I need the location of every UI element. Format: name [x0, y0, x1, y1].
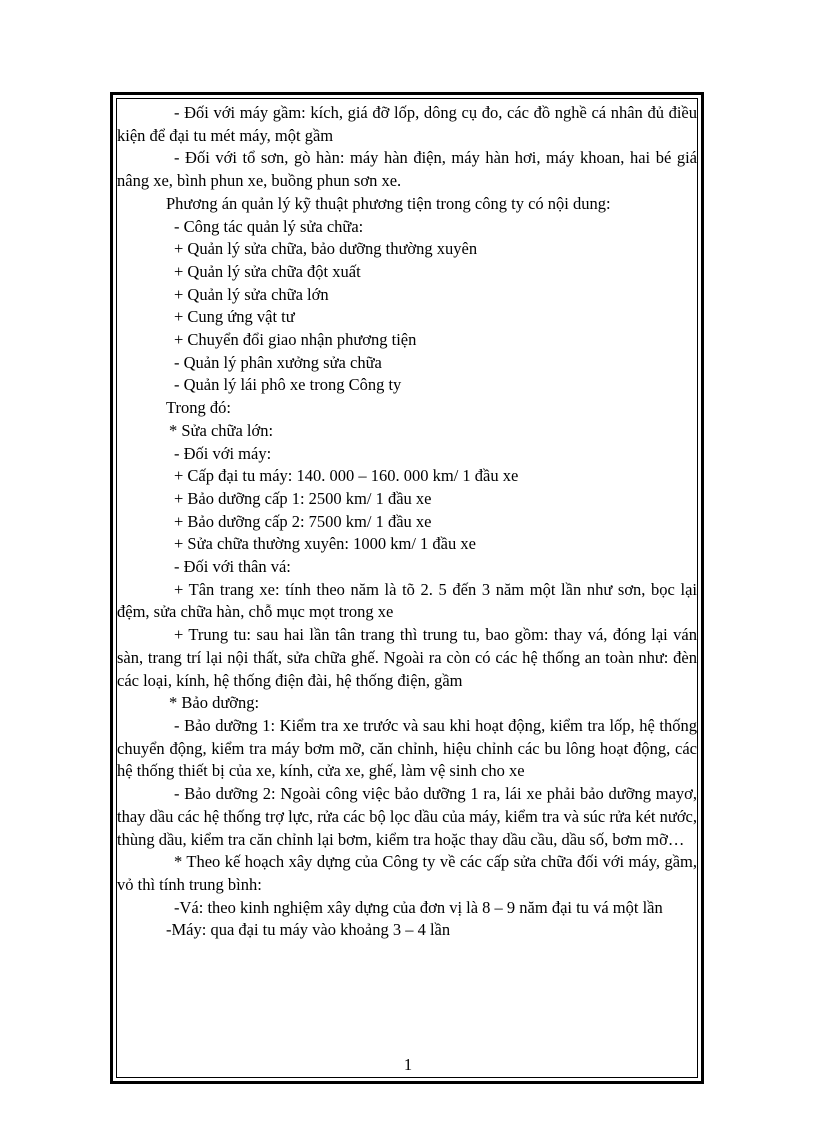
paragraph-equipment-chassis: - Đối với máy gầm: kích, giá đỡ lốp, dông cụ đo, các đồ nghề cá nhân đủ điều kiện để đại tu mét máy, một gầm [117, 103, 697, 145]
list-item: - Quản lý phân xưởng sửa chữa [174, 352, 382, 372]
paragraph-maintenance-2: - Bảo dưỡng 2: Ngoài công việc bảo dưỡng 1 ra, lái xe phải bảo dưỡng mayơ, thay dầu các hệ thống trợ lực, rửa các bộ lọc dầu của máy, kiểm tra và súc rửa két nước, thùng dầu, kiểm tra căn chỉnh lại bơm, kiểm tra hoặc thay dầu cầu, dầu số, bơm mỡ… [117, 784, 697, 849]
list-item: - Đối với máy: [174, 443, 272, 463]
list-item: + Sửa chữa thường xuyên: 1000 km/ 1 đầu xe [174, 534, 476, 554]
paragraph-plan-intro: Phương án quản lý kỹ thuật phương tiện trong công ty có nội dung: [166, 193, 611, 213]
paragraph-refurbish: + Tân trang xe: tính theo năm là tõ 2. 5 đến 3 năm một lần như sơn, bọc lại đệm, sửa chữa hàn, chỗ mục mọt trong xe [117, 579, 697, 622]
paragraph-maintenance-1: - Bảo dưỡng 1: Kiểm tra xe trước và sau khi hoạt động, kiểm tra lốp, hệ thống chuyển động, kiểm tra máy bơm mỡ, căn chỉnh, hiệu chỉnh các bu lông hoạt động, các hệ thống thiết bị của xe, kính, cửa xe, ghế, làm vệ sinh cho xe [117, 715, 697, 781]
document-body [117, 102, 697, 942]
paragraph-in-which: Trong đó: [166, 398, 231, 418]
list-item: - Quản lý lái phô xe trong Công ty [174, 375, 402, 395]
list-item: + Bảo dưỡng cấp 2: 7500 km/ 1 đầu xe [174, 511, 432, 531]
list-item: + Quản lý sửa chữa lớn [174, 284, 329, 304]
paragraph-body-overhaul: -Vá: theo kinh nghiệm xây dựng của đơn vị là 8 – 9 năm đại tu vá một lần [174, 897, 663, 917]
paragraph-company-plan: * Theo kế hoạch xây dựng của Công ty về các cấp sửa chữa đối với máy, gầm, vỏ thì tính trung bình: [117, 852, 697, 894]
section-heading: * Sửa chữa lớn: [169, 420, 274, 440]
list-item: + Quản lý sửa chữa đột xuất [174, 261, 361, 281]
list-item: + Bảo dưỡng cấp 1: 2500 km/ 1 đầu xe [174, 488, 432, 508]
page-number: 1 [403, 1055, 413, 1074]
list-item: - Công tác quản lý sửa chữa: [174, 216, 364, 236]
paragraph-equipment-paint-weld: - Đối với tổ sơn, gò hàn: máy hàn điện, máy hàn hơi, máy khoan, hai bé giá nâng xe, bình phun xe, buồng phun sơn xe. [117, 148, 697, 191]
section-heading: * Bảo dưỡng: [169, 693, 260, 713]
list-item: + Cấp đại tu máy: 140. 000 – 160. 000 km/ 1 đầu xe [174, 466, 519, 486]
paragraph-engine-overhaul: -Máy: qua đại tu máy vào khoảng 3 – 4 lần [166, 920, 451, 940]
list-item: + Quản lý sửa chữa, bảo dưỡng thường xuyên [174, 239, 478, 259]
list-item: - Đối với thân vá: [174, 557, 291, 577]
paragraph-medium-repair: + Trung tu: sau hai lần tân trang thì trung tu, bao gồm: thay vá, đóng lại ván sàn, trang trí lại nội thất, sửa chữa ghế. Ngoài ra còn có các hệ thống an toàn như: đèn các loại, kính, hệ thống điện đài, hệ thống điện, gầm [117, 625, 697, 690]
list-item: + Chuyển đổi giao nhận phương tiện [174, 330, 417, 350]
list-item: + Cung ứng vật tư [174, 307, 295, 327]
